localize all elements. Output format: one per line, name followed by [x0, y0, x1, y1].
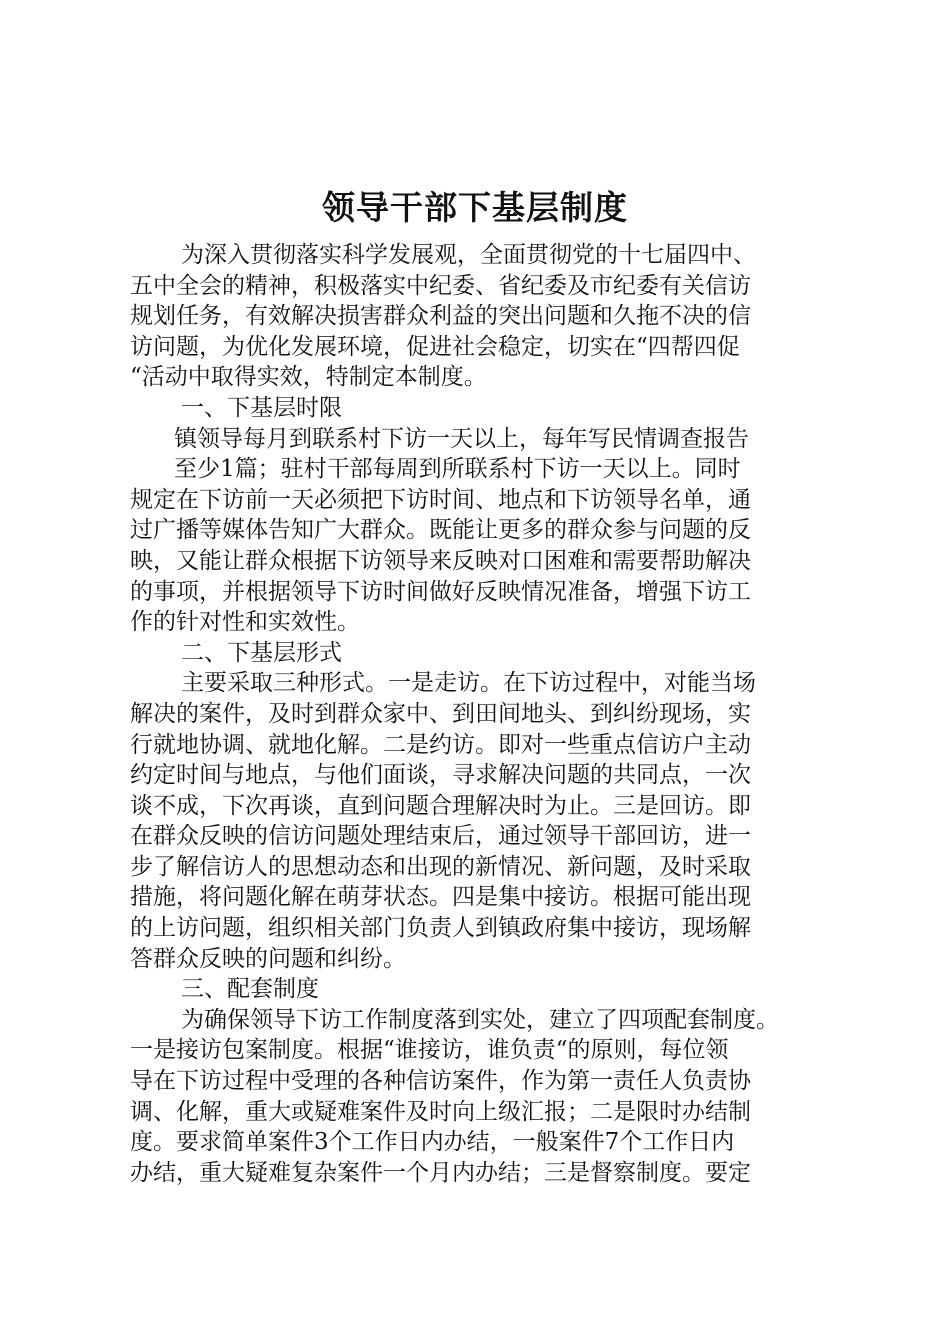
paragraph-line: 主要采取三种形式。一是走访。在下访过程中，对能当场 [181, 670, 756, 697]
paragraph-line: 调、化解，重大或疑难案件及时向上级汇报；二是限时办结制 [130, 1098, 751, 1125]
paragraph-line: 谈不成，下次再谈，直到问题合理解决时为止。三是回访。即 [130, 792, 751, 819]
paragraph-line: 映，又能让群众根据下访领导来反映对口困难和需要帮助解决 [130, 547, 751, 574]
paragraph-line: 规划任务，有效解决损害群众利益的突出问题和久拖不决的信 [130, 303, 751, 330]
paragraph-line: 办结，重大疑难复杂案件一个月内办结；三是督察制度。要定 [130, 1159, 751, 1186]
paragraph-line: 答群众反映的问题和纠纷。 [130, 945, 406, 972]
paragraph-line: 访问题，为优化发展环境，促进社会稳定，切实在“四帮四促 [130, 333, 740, 360]
document-body [130, 240, 830, 1188]
paragraph-line: 度。要求简单案件3个工作日内办结，一般案件7个工作日内 [130, 1129, 735, 1156]
paragraph-line: “活动中取得实效，特制定本制度。 [130, 364, 487, 391]
paragraph-line: 作的针对性和实效性。 [130, 609, 360, 636]
paragraph-line: 约定时间与地点，与他们面谈，寻求解决问题的共同点，一次 [130, 762, 751, 789]
section-heading: 一、下基层时限 [181, 394, 342, 421]
section-heading: 三、配套制度 [181, 976, 319, 1003]
paragraph-line: 导在下访过程中受理的各种信访案件，作为第一责任人负责协 [130, 1068, 751, 1095]
paragraph-line: 过广播等媒体告知广大群众。既能让更多的群众参与问题的反 [130, 517, 751, 544]
paragraph-line: 一是接访包案制度。根据“谁接访，谁负责“的原则，每位领 [130, 1037, 729, 1064]
paragraph-line: 五中全会的精神，积极落实中纪委、省纪委及市纪委有关信访 [130, 272, 751, 299]
paragraph-line: 措施，将问题化解在萌芽状态。四是集中接访。根据可能出现 [130, 884, 751, 911]
paragraph-line: 规定在下访前一天必须把下访时间、地点和下访领导名单，通 [130, 486, 751, 513]
paragraph-line: 步了解信访人的思想动态和出现的新情况、新问题，及时采取 [130, 853, 751, 880]
document-title: 领导干部下基层制度 [322, 188, 628, 227]
paragraph-line: 行就地协调、就地化解。二是约访。即对一些重点信访户主动 [130, 731, 751, 758]
paragraph-line: 至少1篇；驻村干部每周到所联系村下访一天以上。同时 [174, 456, 741, 483]
paragraph-line: 为深入贯彻落实科学发展观，全面贯彻党的十七届四中、 [181, 242, 756, 268]
paragraph-line: 解决的案件，及时到群众家中、到田间地头、到纠纷现场，实 [130, 700, 751, 727]
section-heading: 二、下基层形式 [181, 639, 342, 666]
paragraph-line: 为确保领导下访工作制度落到实处，建立了四项配套制度。 [181, 1006, 779, 1033]
paragraph-line: 镇领导每月到联系村下访一天以上，每年写民情调查报告 [174, 425, 749, 452]
paragraph-line: 的上访问题，组织相关部门负责人到镇政府集中接访，现场解 [130, 915, 751, 942]
paragraph-line: 在群众反映的信访问题处理结束后，通过领导干部回访，进一 [130, 823, 751, 850]
paragraph-line: 的事项，并根据领导下访时间做好反映情况准备，增强下访工 [130, 578, 751, 605]
